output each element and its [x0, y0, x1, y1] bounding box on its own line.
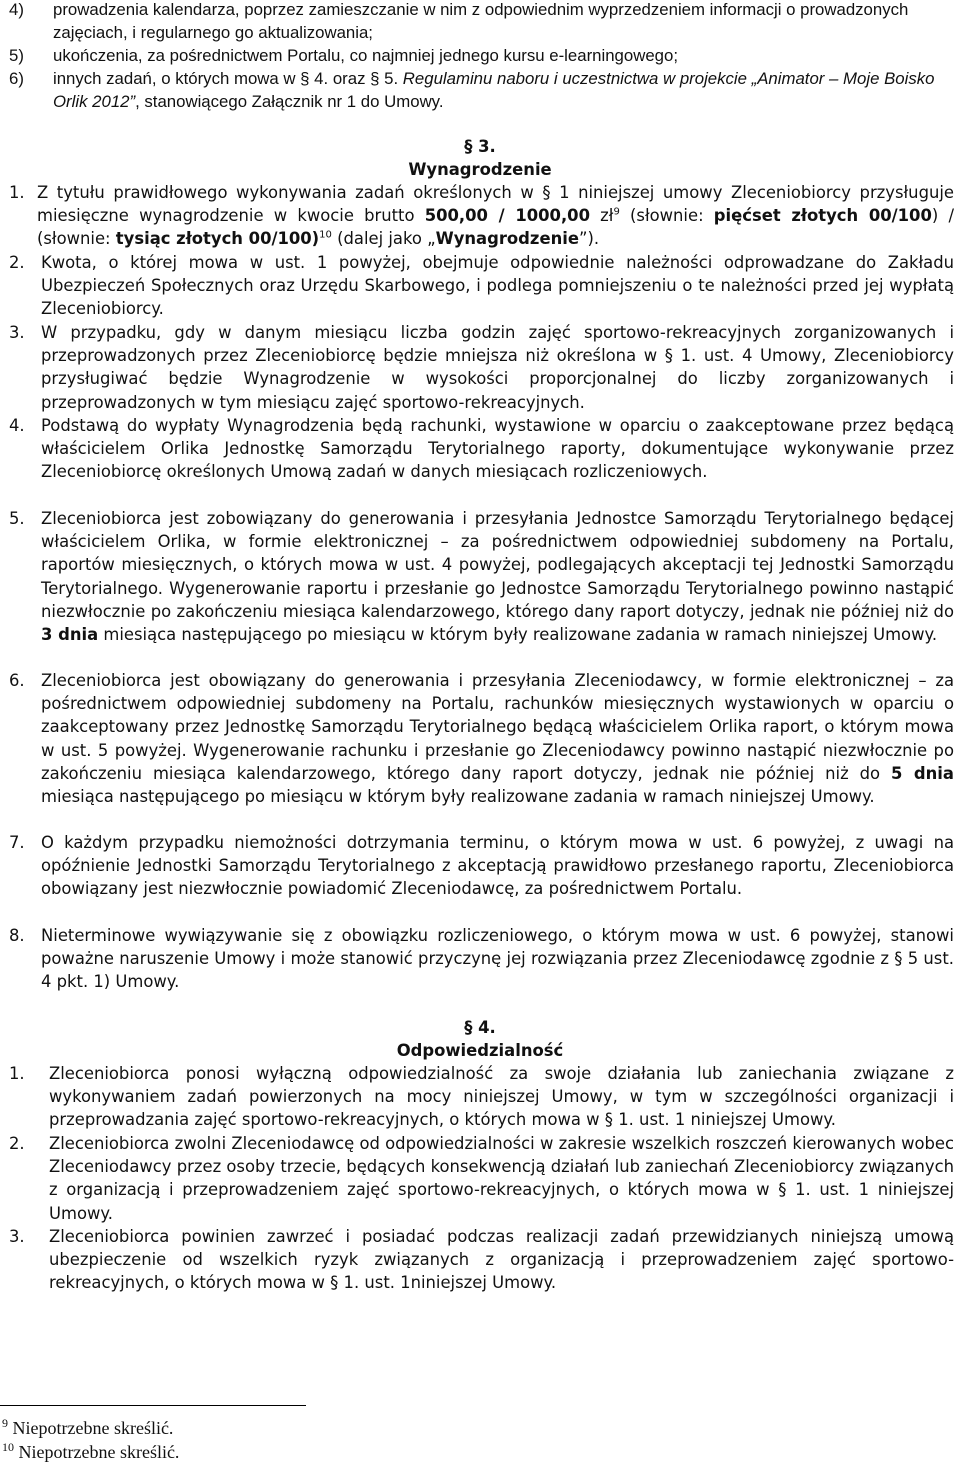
section-title: Odpowiedzialność: [396, 1041, 564, 1060]
list-item: 4. Podstawą do wypłaty Wynagrodzenia będą rachunki, wystawione w oparciu o zaakceptowane przez będącą właścicielem Orlika Jednostkę Samorządu Terytorialnego raporty, dokumentujące wykonywanie przez Zleceniobiorcę określonych Umową zadań w danych miesiącach rozliczeniowych.: [9, 416, 954, 482]
amount: 500,00 / 1000,00: [424, 206, 590, 226]
section-title: Wynagrodzenie: [408, 160, 552, 179]
footnote-ref: 10: [319, 229, 332, 241]
regulation-reference: Regulaminu naboru i uczestnictwa w projekcie „Animator – Moje Boisko Orlik 2012”: [53, 69, 935, 112]
list-item: 6. Zleceniobiorca jest obowiązany do generowania i przesyłania Zleceniodawcy, w formie elektronicznej – za pośrednictwem odpowiedniej subdomeny na Portalu, rachunków miesięcznych wystawionych w oparciu o zaakceptowany przez Jednostkę Samorządu Terytorialnego będącą właścicielem Orlika raport, o którym mowa w ust. 5 powyżej. Wygenerowanie rachunku i przesłanie go Zleceniodawcy powinno nastąpić niezwłocznie po zakończeniu miesiąca kalendarzowego, którego dany raport dotyczy, jednak nie później niż do 5 dnia miesiąca następującego po miesiącu w którym były realizowane zadania w ramach niniejszej Umowy.: [9, 671, 954, 807]
section-number: § 4.: [464, 1018, 496, 1037]
list-item: 3. W przypadku, gdy w danym miesiącu liczba godzin zajęć sportowo-rekreacyjnych zorganizowanych i przeprowadzonych przez Zleceniobiorcę będzie mniejsza niż określona w § 1. ust. 4 Umowy, Zleceniobiorcy przysługiwać będzie Wynagrodzenie w wysokości proporcjonalnej do liczby zorganizowanych i przeprowadzonych w tym miesiącu zajęć sportowo-rekreacyjnych.: [9, 323, 954, 412]
section-number: § 3.: [464, 137, 496, 156]
footnote: $^9$ Niepotrzebne skreślić.: [2, 1416, 174, 1438]
list-item: 3. Zleceniobiorca powinien zawrzeć i posiadać podczas realizacji zadań przewidzianych niniejszą umową ubezpieczenie od wszelkich ryzyk związanych z organizacją i przeprowadzeniem zajęć sportowo-rekreacyjnych, o których mowa w § 1. ust. 1niniejszej Umowy.: [9, 1227, 954, 1293]
list-item: 6) innych zadań, o których mowa w § 4. oraz § 5. Regulaminu naboru i uczestnictwa w projekcie „Animator – Moje Boisko Orlik 2012”, stanowiącego Załącznik nr 1 do Umowy.: [9, 69, 935, 112]
list-item: 1. Z tytułu prawidłowego wykonywania zadań określonych w § 1 niniejszej umowy Zleceniobiorcy przysługuje miesięczne wynagrodzenie w kwocie brutto 500,00 / 1000,00 $zł^9$ (słownie: pięćset złotych 00/100) / (słownie: tysiąc złotych 00/100)$^{10}$ (dalej jako „Wynagrodzenie”).: [9, 183, 954, 249]
list-item: 2. Zleceniobiorca zwolni Zleceniodawcę od odpowiedzialności w zakresie wszelkich roszczeń kierowanych wobec Zleceniodawcy przez osoby trzecie, będących konsekwencją działań lub zaniechań Zleceniobiorcy związanych z organizacją i przeprowadzeniem zajęć sportowo-rekreacyjnych, o których mowa w § 1. ust. 1 niniejszej Umowy.: [9, 1134, 954, 1223]
list-item: 8. Nieterminowe wywiązywanie się z obowiązku rozliczeniowego, o którym mowa w ust. 6 powyżej, stanowi poważne naruszenie Umowy i może stanowić przyczynę jej rozwiązania przez Zleceniodawcę zgodnie z § 5 ust. 4 pkt. 1) Umowy.: [9, 926, 954, 992]
list-item: 5) ukończenia, za pośrednictwem Portalu, co najmniej jednego kursu e-learningowego;: [9, 46, 678, 65]
footnote-divider: [0, 1405, 306, 1406]
list-item: 7. O każdym przypadku niemożności dotrzymania terminu, o którym mowa w ust. 6 powyżej, z uwagi na opóźnienie Jednostki Samorządu Terytorialnego z akceptacją prawidłowo przesłanego raportu, Zleceniobiorca obowiązany jest niezwłocznie powiadomić Zleceniodawcę, za pośrednictwem Portalu.: [9, 833, 954, 899]
list-item: 1. Zleceniobiorca ponosi wyłączną odpowiedzialność za swoje działania lub zaniechania związane z wykonywaniem zadań powierzonych na mocy niniejszej Umowy, w tym w szczególności organizacji i przeprowadzania zajęć sportowo-rekreacyjnych, o których mowa w § 1. ust. 1 niniejszej Umowy.: [9, 1064, 954, 1130]
list-item: 4) prowadzenia kalendarza, poprzez zamieszczanie w nim z odpowiednim wyprzedzeniem informacji o prowadzonych zajęciach, i regularnego go aktualizowania;: [9, 0, 909, 43]
footnote: $^{10}$ Niepotrzebne skreślić.: [2, 1440, 180, 1462]
footnote-ref: 9: [613, 206, 620, 218]
list-item: 5. Zleceniobiorca jest zobowiązany do generowania i przesyłania Jednostce Samorządu Terytorialnego będącej właścicielem Orlika, w formie elektronicznej – za pośrednictwem odpowiedniej subdomeny na Portalu, raportów miesięcznych, o których mowa w ust. 4 powyżej, podlegających akceptacji tej Jednostki Samorządu Terytorialnego. Wygenerowanie raportu i przesłanie go Jednostce Samorządu Terytorialnego powinno nastąpić niezwłocznie po zakończeniu miesiąca kalendarzowego, którego dany raport dotyczy, jednak nie później niż do 3 dnia miesiąca następującego po miesiącu w którym były realizowane zadania w ramach niniejszej Umowy.: [9, 509, 954, 645]
list-item: 2. Kwota, o której mowa w ust. 1 powyżej, obejmuje odpowiednie należności odprowadzane do Zakładu Ubezpieczeń Społecznych oraz Urzędu Skarbowego, i podlega pomniejszeniu o te należności przed jej wypłatą Zleceniobiorcy.: [9, 253, 954, 319]
